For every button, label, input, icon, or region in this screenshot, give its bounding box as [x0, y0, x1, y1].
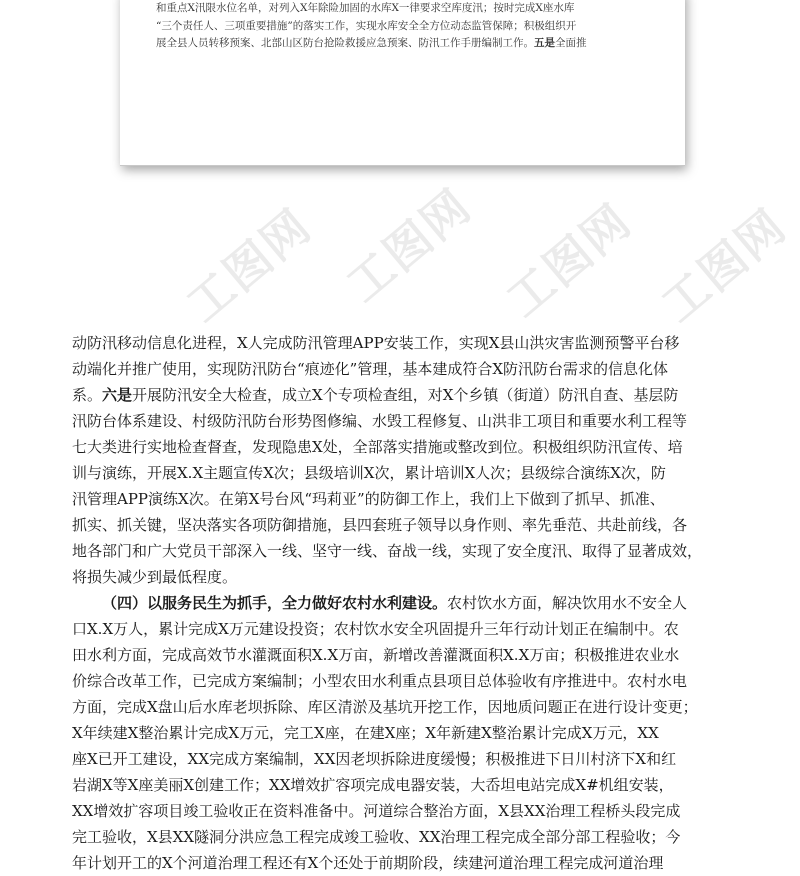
- text-line: [72, 850, 742, 876]
- line-text: 年计划开工的X个河道治理工程还有X个还处于前期阶段，续建河道治理工程完成河道治理: [72, 854, 664, 872]
- text-line: [72, 460, 742, 486]
- text-line: [72, 356, 742, 382]
- line-text: 座X已开工建设，XX完成方案编制，XX因老坝拆除进度缓慢；积极推进下日川村济下X和红: [72, 750, 677, 768]
- top-card-text: [156, 0, 656, 53]
- line-text: 口X.X万人，累计完成X万元建设投资；农村饮水安全巩固提升三年行动计划正在编制中。农: [72, 620, 679, 638]
- emphasis-text: 六是: [102, 386, 133, 404]
- line-text: 完工验收，X县XX隧洞分洪应急工程完成竣工验收、XX治理工程完成全部分部工程验收；今: [72, 828, 681, 846]
- line-text: 汛管理APP演练X次。在第X号台风“玛莉亚”的防御工作上，我们上下做到了抓早、抓准、: [72, 490, 665, 508]
- watermark: 工图网: [496, 193, 642, 328]
- line-text: 价综合改革工作，已完成方案编制；小型农田水利重点县项目总体验收有序推进中。农村水电: [72, 672, 688, 690]
- text-line: [156, 18, 656, 36]
- line-text: 训与演练，开展X.X主题宣传X次；县级培训X次，累计培训X人次；县级综合演练X次，防: [72, 464, 666, 482]
- line-text: 将损失减少到最低程度。: [72, 568, 238, 586]
- text-line: [72, 538, 742, 564]
- line-text: 系。: [72, 386, 103, 404]
- text-line: [72, 798, 742, 824]
- line-text: 动防汛移动信息化进程，X人完成防汛管理APP安装工作，实现X县山洪灾害监测预警平台移: [72, 334, 680, 352]
- line-text: 农村饮水方面，解决饮用水不安全人: [447, 594, 688, 612]
- text-line: [72, 330, 742, 356]
- text-line: [72, 434, 742, 460]
- document-body: [72, 330, 742, 876]
- text-line: [72, 694, 742, 720]
- emphasis-text: （四）以服务民生为抓手，全力做好农村水利建设。: [102, 594, 448, 612]
- text-line: [72, 408, 742, 434]
- document-page-card: [120, 0, 685, 166]
- line-text: 展全县人员转移预案、北部山区防台抢险救援应急预案、防汛工作手册编制工作。: [156, 37, 534, 49]
- line-text: 方面，完成X盘山后水库老坝拆除、库区清淤及基坑开挖工作，因地质问题正在进行设计变更；: [72, 698, 698, 716]
- text-line: [72, 486, 742, 512]
- text-line: [72, 642, 742, 668]
- text-line: [156, 0, 656, 18]
- line-text: 抓实、抓关键，坚决落实各项防御措施，县四套班子领导以身作则、率先垂范、共赴前线，各: [72, 516, 688, 534]
- text-line: [72, 668, 742, 694]
- line-text: XX增效扩容项目竣工验收正在资料准备中。河道综合整治方面，X县XX治理工程桥头段完成: [72, 802, 681, 820]
- line-text: 地各部门和广大党员干部深入一线、坚守一线、奋战一线，实现了安全度汛、取得了显著成效，: [72, 542, 703, 560]
- text-line: [156, 35, 656, 53]
- line-text: 田水利方面，完成高效节水灌溉面积X.X万亩，新增改善灌溉面积X.X万亩；积极推进农业水: [72, 646, 680, 664]
- text-line: [72, 720, 742, 746]
- line-text: 动端化并推广使用，实现防汛防台“痕迹化”管理，基本建成符合X防汛防台需求的信息化体: [72, 360, 669, 378]
- text-line: [72, 824, 742, 850]
- text-line: [72, 746, 742, 772]
- text-line: [72, 382, 742, 408]
- text-line: [72, 564, 742, 590]
- watermark: 工图网: [176, 198, 322, 333]
- text-line: [72, 512, 742, 538]
- line-text: 汛防台体系建设、村级防汛防台形势图修编、水毁工程修复、山洪非工项目和重要水利工程等: [72, 412, 688, 430]
- line-text: 开展防汛安全大检查，成立X个专项检查组，对X个乡镇（街道）防汛自查、基层防: [132, 386, 679, 404]
- line-text: 和重点X汛限水位名单，对列入X年除险加固的水库X一律要求空库度汛；按时完成X座水库: [156, 2, 575, 14]
- emphasis-text: 五是: [534, 37, 555, 49]
- line-text: 岩湖X等X座美丽X创建工作；XX增效扩容项完成电器安装，大岙坦电站完成X#机组安装，: [72, 776, 674, 794]
- line-text: 全面推: [555, 37, 587, 49]
- watermark: 工图网: [336, 178, 482, 313]
- text-line: [72, 616, 742, 642]
- line-text: “三个责任人、三项重要措施”的落实工作，实现水库安全全方位动态监管保障；积极组织开: [156, 19, 577, 32]
- line-text: X年续建X整治累计完成X万元，完工X座，在建X座；X年新建X整治累计完成X万元，XX: [72, 724, 659, 742]
- watermark: 工图网: [651, 198, 797, 333]
- text-line: [72, 590, 742, 616]
- line-text: 七大类进行实地检查督查，发现隐患X处，全部落实措施或整改到位。积极组织防汛宣传、培: [72, 438, 683, 456]
- text-line: [72, 772, 742, 798]
